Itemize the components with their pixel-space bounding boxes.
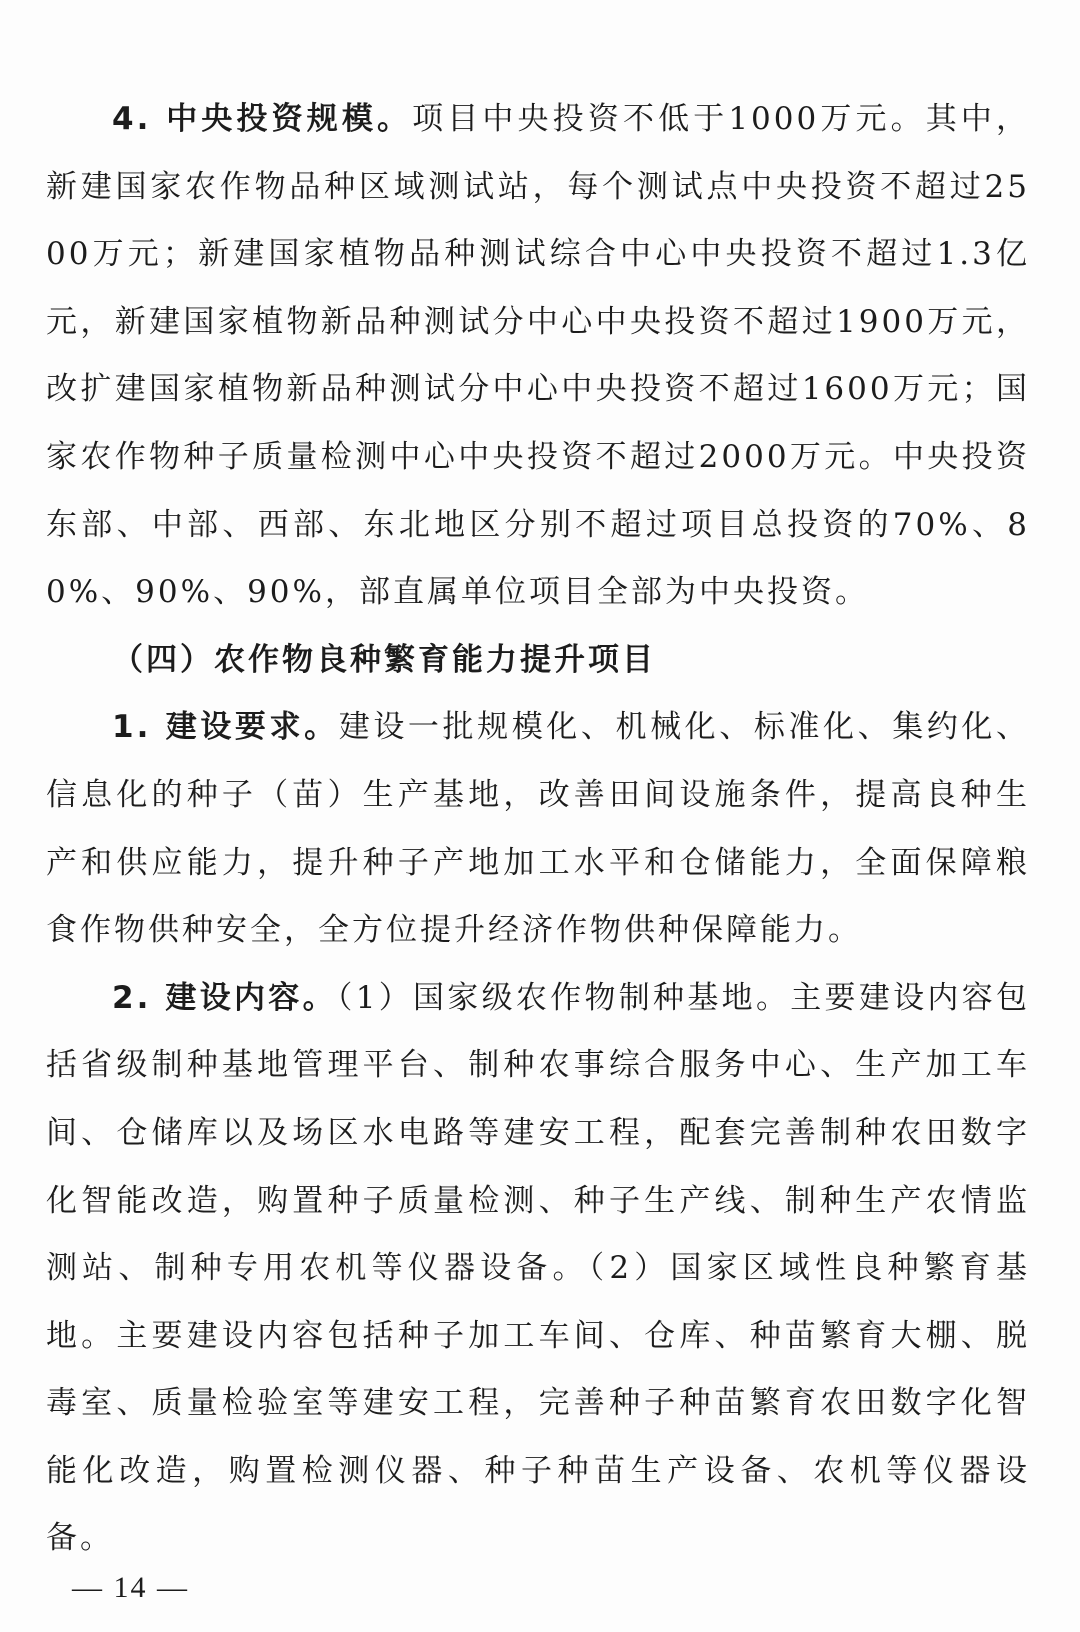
paragraph-lead-investment-scale: 4. 中央投资规模。 [112, 101, 413, 137]
paragraph-lead-construction-content: 2. 建设内容。 [112, 979, 337, 1016]
paragraph-investment-scale [46, 86, 1030, 627]
section-heading-breeding-capacity: （四）农作物良种繁育能力提升项目 [112, 641, 656, 678]
document-body [46, 86, 1030, 1573]
paragraph-lead-construction-requirements: 1. 建设要求。 [112, 709, 339, 746]
paragraph-text-construction-requirements: 建设一批规模化、机械化、标准化、集约化、信息化的种子（苗）生产基地，改善田间设施条件，提高良种生产和供应能力，提升种子产地加工水平和仓储能力，全面保障粮食作物供种安全，全方位提升经济作物供种保障能力。 [46, 709, 1031, 949]
paragraph-construction-content [46, 965, 1030, 1573]
page-number: — 14 — [72, 1571, 189, 1604]
paragraph-text-construction-content: （1）国家级农作物制种基地。主要建设内容包括省级制种基地管理平台、制种农事综合服务中心、生产加工车间、仓储库以及场区水电路等建安工程，配套完善制种农田数字化智能改造，购置种子质量检测、种子生产线、制种生产农情监测站、制种专用农机等仪器设备。（2）国家区域性良种繁育基地。主要建设内容包括种子加工车间、仓库、种苗繁育大棚、脱毒室、质量检验室等建安工程，完善种子种苗繁育农田数字化智能化改造，购置检测仪器、种子种苗生产设备、农机等仪器设备。 [46, 979, 1030, 1557]
paragraph-text-investment-scale: 项目中央投资不低于1000万元。其中，新建国家农作物品种区域测试站，每个测试点中央投资不超过2500万元；新建国家植物品种测试综合中心中央投资不超过1.3亿元，新建国家植物新品种测试分中心中央投资不超过1900万元，改扩建国家植物新品种测试分中心中央投资不超过1600万元；国家农作物种子质量检测中心中央投资不超过2000万元。中央投资东部、中部、西部、东北地区分别不超过项目总投资的70%、80%、90%、90%，部直属单位项目全部为中央投资。 [46, 101, 1030, 611]
paragraph-construction-requirements [46, 694, 1030, 964]
